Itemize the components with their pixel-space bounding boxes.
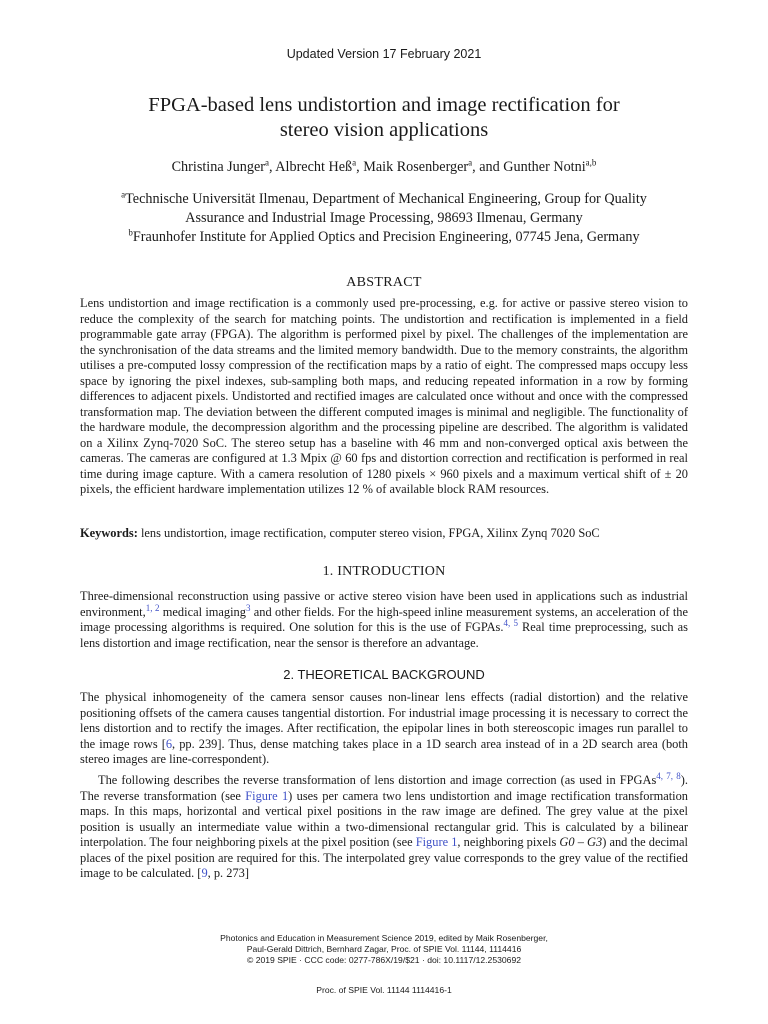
figure-link[interactable]: Figure 1 bbox=[415, 835, 458, 849]
keywords-label: Keywords: bbox=[80, 526, 138, 540]
author-affiliation-mark: a bbox=[352, 157, 357, 168]
theory-paragraph-2: The following describes the reverse transformation of lens distortion and image correction (as used in FPGAs$^{4, 7, 8}$). The reverse transformation (see Figure 1) uses per camera two lens undistortion and image rectification transformation maps. In this maps, horizontal and vertical pixel positions in the raw image are defined. The grey value at the pixel position is usually an intermediate value within a two-dimensional rectangular grid. This is calculated by a bilinear interpolation. The four neighboring pixels at the pixel position (see Figure 1, neighboring pixels G0 – G3) and the decimal places of the pixel position are required for this. The interpolated grey value corresponds to the grey value of the rectified image to be calculated. [9, p. 273] bbox=[80, 770, 688, 880]
citation-link[interactable]: 4, 7, 8 bbox=[656, 770, 681, 781]
author-list bbox=[60, 159, 708, 176]
author-separator: , bbox=[356, 159, 364, 175]
math-g0: G0 bbox=[559, 835, 575, 849]
affiliation-line: Assurance and Industrial Image Processing, 98693 Ilmenau, Germany bbox=[185, 210, 583, 226]
affiliation-line: Technische Universität Ilmenau, Department of Mechanical Engineering, Group for Quality bbox=[125, 191, 647, 207]
figure-link[interactable]: Figure 1 bbox=[245, 788, 289, 803]
affiliation-a bbox=[60, 190, 708, 228]
author-name: Gunther Notni bbox=[503, 159, 586, 175]
citation-link[interactable]: 4, 5 bbox=[503, 617, 518, 628]
author-separator: , bbox=[268, 159, 276, 175]
keywords bbox=[80, 526, 688, 542]
abstract-heading: ABSTRACT bbox=[346, 275, 422, 290]
page-number: Proc. of SPIE Vol. 11144 1114416-1 bbox=[316, 985, 452, 995]
author-affiliation-mark: a bbox=[264, 157, 269, 168]
author-name: Albrecht Heß bbox=[275, 159, 353, 175]
math-g3: G3 bbox=[587, 835, 603, 849]
citation-link[interactable]: 9 bbox=[201, 866, 208, 880]
author-name: Maik Rosenberger bbox=[363, 159, 469, 175]
theory-heading: 2. THEORETICAL BACKGROUND bbox=[283, 667, 485, 682]
publication-footer bbox=[0, 933, 768, 966]
theory-paragraph-1: The physical inhomogeneity of the camera sensor causes non-linear lens effects (radial distortion) and the relative positioning offsets of the camera causes tangential distortion. For industrial image processing it is necessary to correct the lens distortion and to rectify the images. After rectification, the epipolar lines in both stereoscopic images run parallel to the image rows [6, pp. 239]. Thus, dense matching takes place in a 1D search area instead of in a 2D search area (both stereo images are line-correspondent). bbox=[80, 690, 688, 766]
author-affiliation-mark: a,b bbox=[585, 157, 597, 168]
affiliation-line: Fraunhofer Institute for Applied Optics and Precision Engineering, 07745 Jena, Germany bbox=[132, 229, 640, 245]
footer-line: Photonics and Education in Measurement Science 2019, edited by Maik Rosenberger, bbox=[220, 933, 548, 943]
citation-link[interactable]: 1, 2 bbox=[145, 602, 160, 613]
author-separator: , and bbox=[472, 159, 504, 175]
keywords-text: lens undistortion, image rectification, computer stereo vision, FPGA, Xilinx Zynq 7020 SoC bbox=[140, 526, 600, 540]
paper-title bbox=[60, 93, 708, 143]
affiliation-b bbox=[60, 228, 708, 247]
introduction-text: Three-dimensional reconstruction using passive or active stereo vision have been used in applications such as industrial environment,$^{1, 2}$ medical imaging$^3$ and other fields. For the high-speed inline measurement systems, an acceleration of the image processing algorithms is required. One solution for this is the use of FGPAs.$^{4, 5}$ Real time preprocessing, such as lens distortion and image rectification, near the sensor is therefore an advantage. bbox=[80, 589, 689, 650]
author-name: Christina Junger bbox=[171, 159, 265, 175]
title-line-2: stereo vision applications bbox=[279, 119, 489, 141]
affiliation-mark: a bbox=[121, 189, 126, 200]
affiliation-mark: b bbox=[128, 227, 133, 238]
abstract-text: Lens undistortion and image rectification is a commonly used pre-processing, e.g. for active or passive stereo vision to reduce the complexity of the search for matching points. The undistortion and rectification is implemented in a field programmable gate array (FPGA). The algorithm is performed pixel by pixel. The challenges of the implementation are the synchronisation of the data streams and the limited memory bandwidth. Due to the memory constraints, the algorithm utilises a pre-computed lossy compression of the rectification maps by a ratio of eight. The compressed maps occupy less space by ignoring the pixel indexes, sub-sampling both maps, and reducing repeated information in a row by forming differences to adjacent pixels. Undistorted and rectified images are calculated once without and once with the compressed transformation map. The deviation between the different computed images is minimal and negligible. The functionality of the hardware module, the decompression algorithm and the processing pipeline are described. The algorithm is validated on a Xilinx Zynq-7020 SoC. The stereo setup has a baseline with 46 mm and non-converged optical axis between the cameras. The cameras are configured at 1.3 Mpix @ 60 fps and distortion correction and rectification is performed in real time during image capture. With a camera resolution of 1280 pixels × 960 pixels and a maximum vertical shift of ± 20 pixels, the efficient hardware implementation utilizes 12 % of available block RAM resources. bbox=[80, 296, 688, 496]
author-affiliation-mark: a bbox=[468, 157, 473, 168]
title-line-1: FPGA-based lens undistortion and image rectification for bbox=[148, 94, 620, 116]
citation-link[interactable]: 3 bbox=[245, 602, 251, 613]
introduction-heading: 1. INTRODUCTION bbox=[322, 564, 446, 579]
version-note: Updated Version 17 February 2021 bbox=[286, 47, 482, 61]
citation-link[interactable]: 6 bbox=[165, 736, 173, 751]
footer-line: Paul-Gerald Dittrich, Bernhard Zagar, Proc. of SPIE Vol. 11144, 1114416 bbox=[246, 944, 522, 954]
footer-line: © 2019 SPIE · CCC code: 0277-786X/19/$21 · doi: 10.1117/12.2530692 bbox=[246, 955, 522, 965]
